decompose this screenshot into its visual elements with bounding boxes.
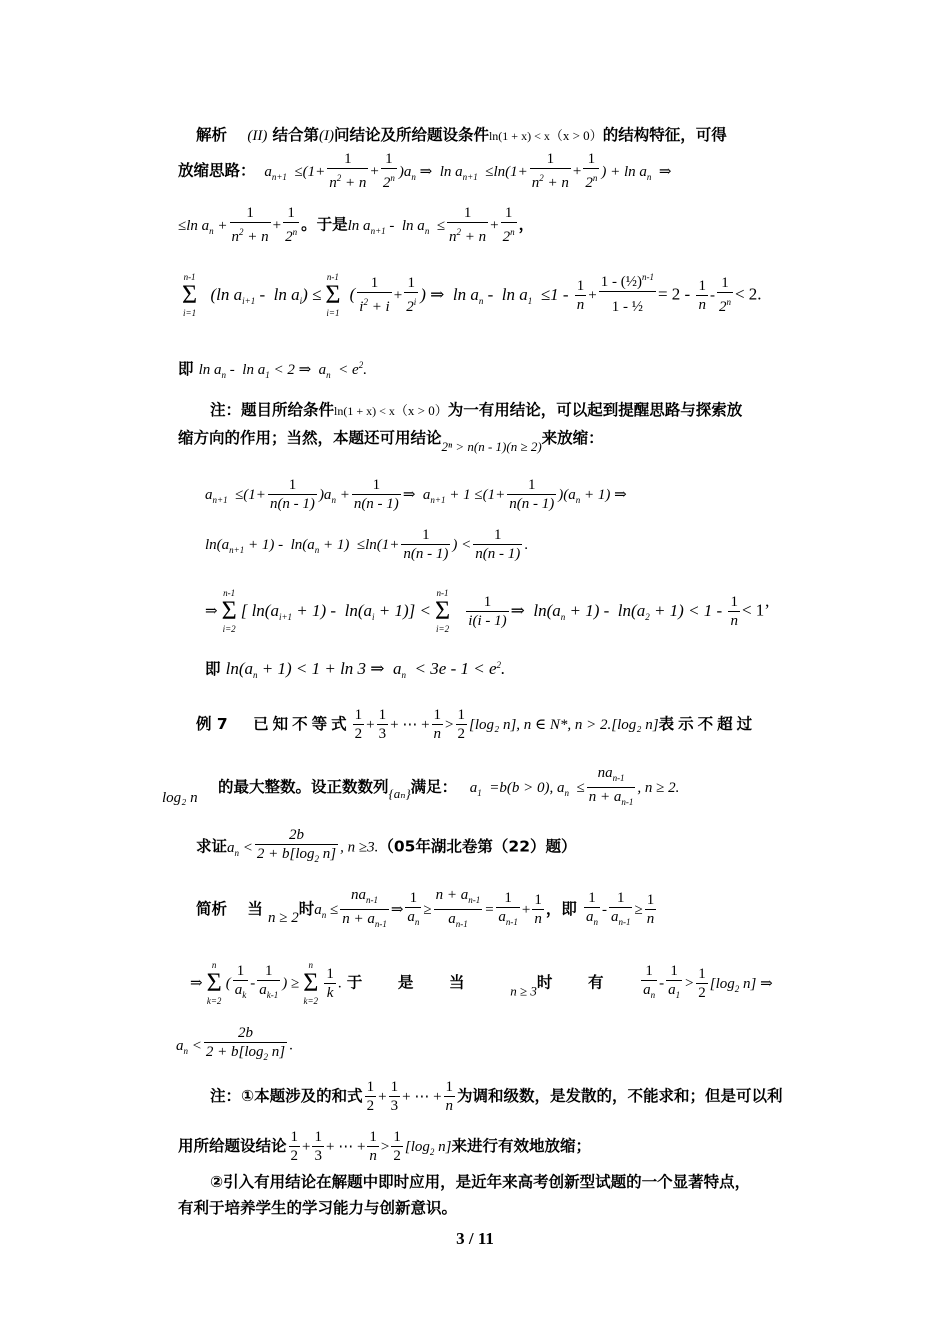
example7-line-2: log₂ n 的最大整数。设正数数列$_{\{a_n\}}$满足： $a_1 =b(b > 0)$, $a_n$ ≤ $\frac{na_{n-1}}{n + a_{n-1}}$ , n ≥ 2. bbox=[162, 764, 679, 811]
solution-label: 简析 bbox=[196, 900, 228, 918]
note1-eq-3: ⇒ n-1 Σ i=2 [ $\ln(a_{i+1} + 1) - \ln(a_i + 1)$] < n-1 Σ i=2 $\frac{1}{i(i - 1)}$ ⇒ $\ln(a_n + 1) - \ln(a_2 + 1) < 1$ - $\frac{1}{n}$ < 1’ bbox=[205, 588, 770, 634]
example7-label: 例 7 bbox=[196, 715, 228, 733]
analysis-conclusion: 即 $\ln a_n - \ln a_1 < 2$ ⇒ $a_n < e^2$. bbox=[178, 360, 367, 380]
note1-line-1: 注：题目所给条件ln(1 + x) < x（x > 0）为一有用结论，可以起到提醒思路与探索放 bbox=[210, 401, 743, 419]
example7-line-3: 求证$a_n$ < $\frac{2b}{2 + b[\log_2 n]}$ , n ≥3.（05年湖北卷第（22）题） bbox=[196, 826, 577, 868]
note2-line-4: 有利于培养学生的学习能力与创新意识。 bbox=[178, 1199, 458, 1217]
note2-line-2: 用所给题设结论 $\frac{1}{2}$ + $\frac{1}{3}$ + ⋯ + $\frac{1}{n}$ > $\frac{1}{2}$ [$\log_2$ n]来进行有效地放缩； bbox=[178, 1129, 591, 1164]
analysis-label: 解析 bbox=[196, 126, 228, 144]
analysis-line-3: ≤ln $a_n$ + $\frac{1}{n^2 + n}$ + $\frac{1}{2^n}$ 。于是$\ln a_{n+1}$ - $\ln a_n$ ≤ $\frac{1}{n^2 + n}$ + $\frac{1}{2^n}$ ， bbox=[178, 205, 535, 245]
solution-line-2: ⇒ n Σ k=2 ( $\frac{1}{a_k}$ - $\frac{1}{a_{k-1}}$ ) ≥ n Σ k=2 $\frac{1}{k}$ . 于 是 当 $_{n \ge 3}$时 有 $\frac{1}{a_n}$ - $\frac{1}{a_1}$ > $\frac{1}{2}$ [$\log_2$ n] ⇒ bbox=[190, 960, 773, 1006]
analysis-line-1: 解析 (II) 结合第(I)问结论及所给题设条件ln(1 + x) < x（x > 0）的结构特征，可得 bbox=[196, 126, 727, 144]
solution-line-1: 简析 当 n ≥ 2时$a_n$ ≤ $\frac{na_{n-1}}{n + a_{n-1}}$ ⇒ $\frac{1}{a_n}$ ≥ $\frac{n + a_{n-1}}{a_{n-1}}$ = $\frac{1}{a_{n-1}}$ + $\frac{1}{n}$ ，即 $\frac{1}{a_n}$ - $\frac{1}{a_{n-1}}$ ≥ $\frac{1}{n}$ bbox=[196, 886, 658, 933]
analysis-line-2: 放缩思路： $a_{n+1} \le(1+$ $\frac{1}{n^2 + n}$ + $\frac{1}{2^n}$ )$a_n$ ⇒ $\ln a_{n+1} \le\ln(1+$ $\frac{1}{n^2 + n}$ + $\frac{1}{2^n}$ ) + $\ln a_n$ ⇒ bbox=[178, 151, 672, 191]
note2-line-1: 注：①本题涉及的和式 $\frac{1}{2}$ + $\frac{1}{3}$ + ⋯ + $\frac{1}{n}$ 为调和级数，是发散的，不能求和；但是可以利 bbox=[210, 1079, 783, 1114]
analysis-sum-line: n-1 Σ i=1 (ln $a_{i+1}$ - $\ln a_i$) ≤ n-1 Σ i=1 ( $\frac{1}{i^2 + i}$ + $\frac{1}{2^i}$ ) ⇒ $\ln a_n - \ln a_1 \le 1$ - $\frac{1}{n}$ + $\frac{1 - (\frac{1}{2})^{n-1}}{\text{1 - ½}}$ = 2 - $\frac{1}{n}$ - $\frac{1}{2^n}$ < 2. bbox=[178, 268, 762, 322]
note1-conclusion: 即 $\ln(a_n + 1) < 1 + \ln 3$ ⇒ $a_n < 3e - 1 < e^2$. bbox=[205, 659, 506, 680]
note1-eq-2: $\ln(a_{n+1} + 1) - \ln(a_n + 1) \le\ln(1+$ $\frac{1}{n(n - 1)}$ ) < $\frac{1}{n(n - 1)}$ . bbox=[205, 527, 529, 562]
note2-line-3: ②引入有用结论在解题中即时应用，是近年来高考创新型试题的一个显著特点， bbox=[210, 1173, 751, 1191]
note1-eq-1: $a_{n+1} \le(1+$ $\frac{1}{n(n - 1)}$ )$a_n$ + $\frac{1}{n(n - 1)}$ ⇒ $a_{n+1} + 1 \le(1+$ $\frac{1}{n(n - 1)}$ )$(a_n + 1)$ ⇒ bbox=[205, 477, 627, 512]
solution-line-3: $a_n$ < $\frac{2b}{2 + b[\log_2 n]}$ . bbox=[176, 1024, 293, 1066]
page-number: 3 / 11 bbox=[456, 1229, 494, 1248]
example7-line-1: 例 7 已知不等式 $\frac{1}{2}$ + $\frac{1}{3}$ + ⋯ + $\frac{1}{n}$ > $\frac{1}{2}$ [log₂ n], n ∈ N*, n > 2.[log₂ n]表示不超过 bbox=[196, 707, 757, 742]
note1-line-2: 缩方向的作用；当然，本题还可用结论$_{2^n > n(n - 1)(n \ge 2)}$来放缩： bbox=[178, 429, 604, 454]
